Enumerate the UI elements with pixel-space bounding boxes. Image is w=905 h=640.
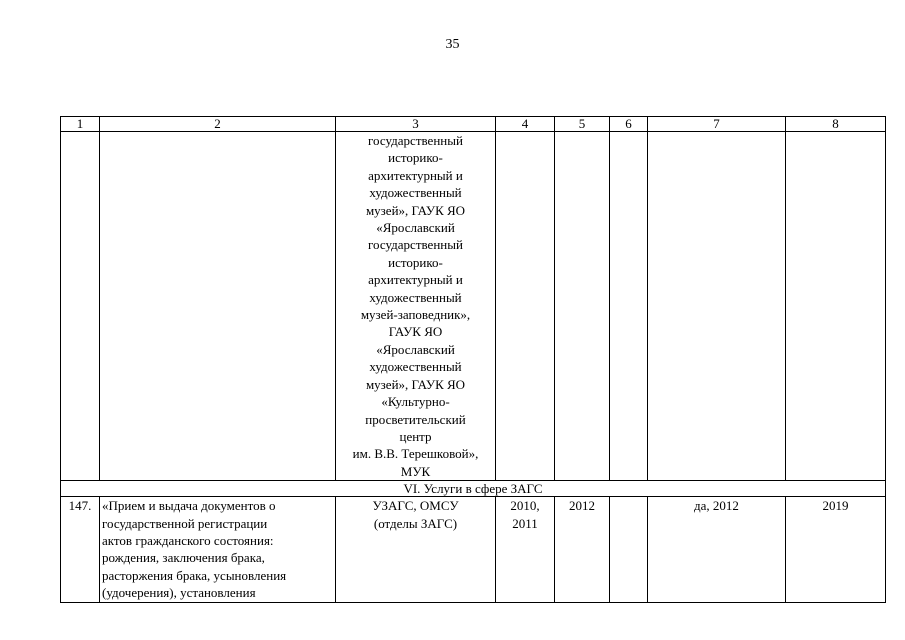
service-line: государственной регистрации bbox=[102, 515, 268, 531]
col-5-cell: 2012 bbox=[555, 497, 610, 602]
page-number: 35 bbox=[445, 37, 460, 52]
service-line: рождения, заключения брака, bbox=[102, 550, 265, 566]
service-line: (удочерения), установления bbox=[102, 585, 256, 601]
col-4-cell bbox=[496, 497, 555, 602]
cont-col-2 bbox=[100, 132, 336, 481]
org-line: музей-заповедник», bbox=[360, 307, 471, 323]
org-line: «Культурно- bbox=[381, 394, 450, 410]
services-table bbox=[60, 116, 886, 603]
col-4-line: 2010, bbox=[510, 498, 540, 514]
org-line: музей», ГАУК ЯО bbox=[365, 202, 466, 218]
col-8-cell: 2019 bbox=[786, 497, 886, 602]
section-title: VI. Услуги в сфере ЗАГС bbox=[61, 481, 886, 497]
row-number: 147. bbox=[61, 497, 100, 602]
org-line: ГАУК ЯО bbox=[388, 324, 443, 340]
org-line: «Ярославский bbox=[376, 341, 455, 357]
org-line: просветительский bbox=[365, 411, 466, 427]
section-row bbox=[61, 481, 886, 497]
header-col-7: 7 bbox=[648, 117, 786, 132]
header-col-6: 6 bbox=[610, 117, 648, 132]
header-col-5: 5 bbox=[555, 117, 610, 132]
service-name-cell bbox=[100, 497, 336, 602]
org-line: художественный bbox=[369, 289, 462, 305]
org-line: им. В.В. Терешковой», bbox=[352, 446, 479, 462]
org-line: историко- bbox=[388, 150, 443, 166]
org-line: государственный bbox=[368, 237, 463, 253]
col-7-cell: да, 2012 bbox=[648, 497, 786, 602]
col-4-line: 2011 bbox=[512, 515, 538, 531]
table-row bbox=[61, 497, 886, 602]
cont-responsible-cell bbox=[336, 132, 496, 481]
cont-col-8 bbox=[786, 132, 886, 481]
cont-col-5 bbox=[555, 132, 610, 481]
header-row bbox=[61, 117, 886, 132]
responsible-line: (отделы ЗАГС) bbox=[373, 515, 458, 531]
header-col-3: 3 bbox=[336, 117, 496, 132]
header-col-1: 1 bbox=[61, 117, 100, 132]
responsible-cell bbox=[336, 497, 496, 602]
cont-col-6 bbox=[610, 132, 648, 481]
org-line: «Ярославский bbox=[376, 220, 455, 236]
header-col-2: 2 bbox=[100, 117, 336, 132]
org-line: архитектурный и bbox=[368, 167, 463, 183]
org-line: музей», ГАУК ЯО bbox=[365, 376, 466, 392]
responsible-line: УЗАГС, ОМСУ bbox=[372, 498, 459, 514]
org-line: художественный bbox=[369, 359, 462, 375]
org-line: художественный bbox=[369, 185, 462, 201]
col-6-cell bbox=[610, 497, 648, 602]
org-line: центр bbox=[399, 428, 432, 444]
cont-col-7 bbox=[648, 132, 786, 481]
header-col-4: 4 bbox=[496, 117, 555, 132]
header-col-8: 8 bbox=[786, 117, 886, 132]
org-line: государственный bbox=[368, 133, 463, 148]
cont-col-1 bbox=[61, 132, 100, 481]
cont-col-4 bbox=[496, 132, 555, 481]
org-line: архитектурный и bbox=[368, 272, 463, 288]
service-line: расторжения брака, усыновления bbox=[102, 567, 287, 583]
service-line: актов гражданского состояния: bbox=[102, 532, 274, 548]
service-line: «Прием и выдача документов о bbox=[102, 498, 276, 514]
org-line: историко- bbox=[388, 254, 443, 270]
org-line: МУК bbox=[400, 463, 431, 479]
continuation-row bbox=[61, 132, 886, 481]
